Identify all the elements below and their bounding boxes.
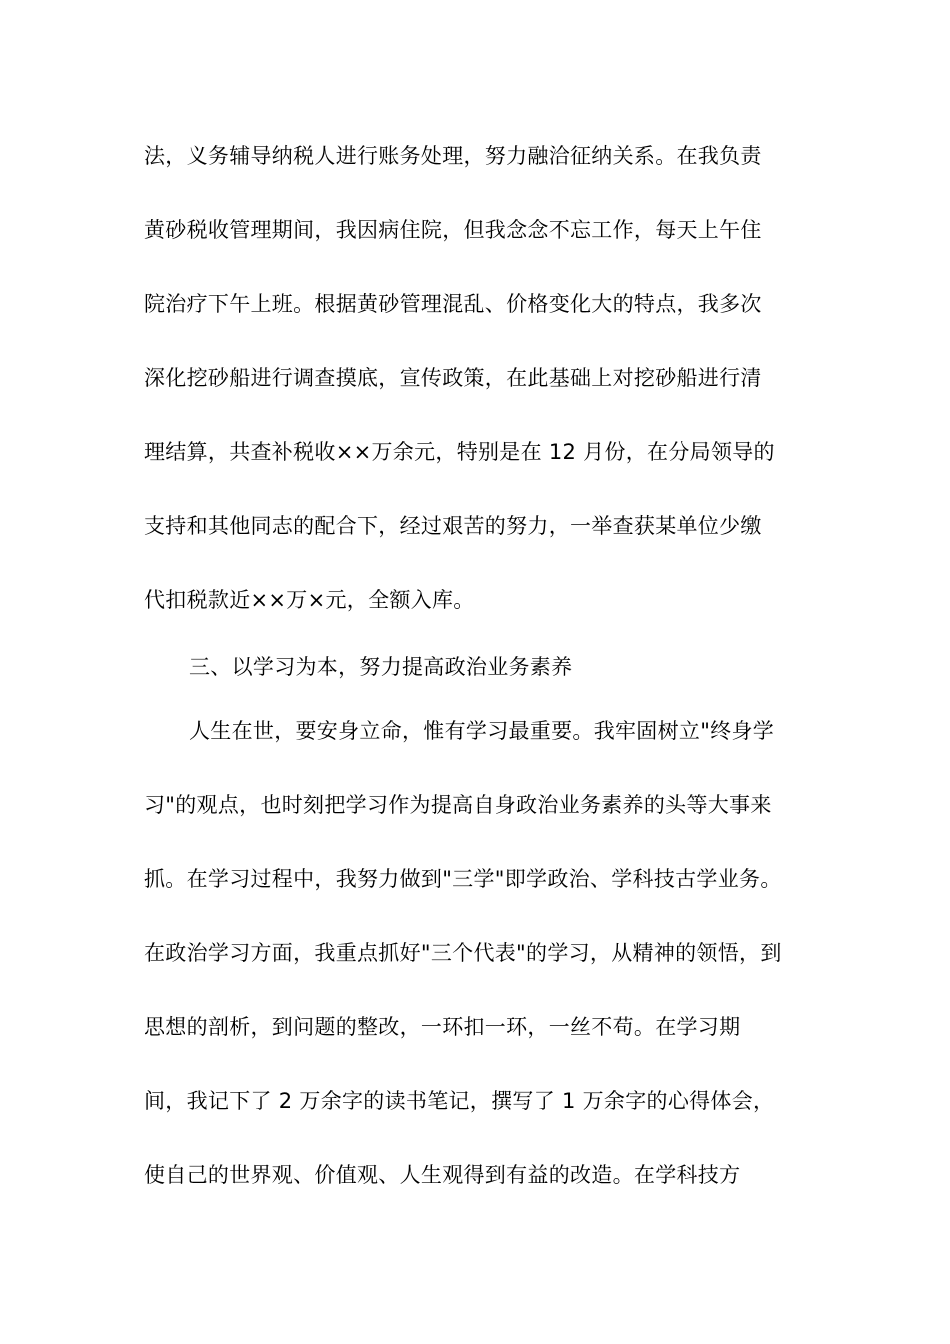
text-line: 黄砂税收管理期间，我因病住院，但我念念不忘工作，每天上午住	[144, 218, 762, 242]
section-heading: 三、以学习为本，努力提高政治业务素养	[189, 655, 573, 679]
text-line: 使自己的世界观、价值观、人生观得到有益的改造。在学科技方	[144, 1163, 741, 1187]
text-line: 法，义务辅导纳税人进行账务处理，努力融洽征纳关系。在我负责	[144, 144, 762, 168]
text-line: 抓。在学习过程中，我努力做到"三学"即学政治、学科技古学业务。	[144, 867, 782, 891]
text-line: 在政治学习方面，我重点抓好"三个代表"的学习，从精神的领悟，到	[144, 941, 782, 965]
text-line: 深化挖砂船进行调查摸底，宣传政策，在此基础上对挖砂船进行清	[144, 366, 762, 390]
text-line: 间，我记下了 2 万余字的读书笔记，撰写了 1 万余字的心得体会，	[144, 1089, 775, 1113]
text-line: 思想的剖析，到问题的整改，一环扣一环，一丝不苟。在学习期	[144, 1015, 741, 1039]
text-line: 支持和其他同志的配合下，经过艰苦的努力，一举查获某单位少缴	[144, 514, 762, 538]
text-line: 院治疗下午上班。根据黄砂管理混乱、价格变化大的特点，我多次	[144, 292, 762, 316]
text-line: 习"的观点，也时刻把学习作为提高自身政治业务素养的头等大事来	[144, 793, 772, 817]
text-line: 理结算，共查补税收××万余元，特别是在 12 月份，在分局领导的	[144, 440, 775, 464]
text-line: 代扣税款近××万×元，全额入库。	[144, 588, 475, 612]
paragraph-first-line: 人生在世，要安身立命，惟有学习最重要。我牢固树立"终身学	[189, 719, 775, 743]
